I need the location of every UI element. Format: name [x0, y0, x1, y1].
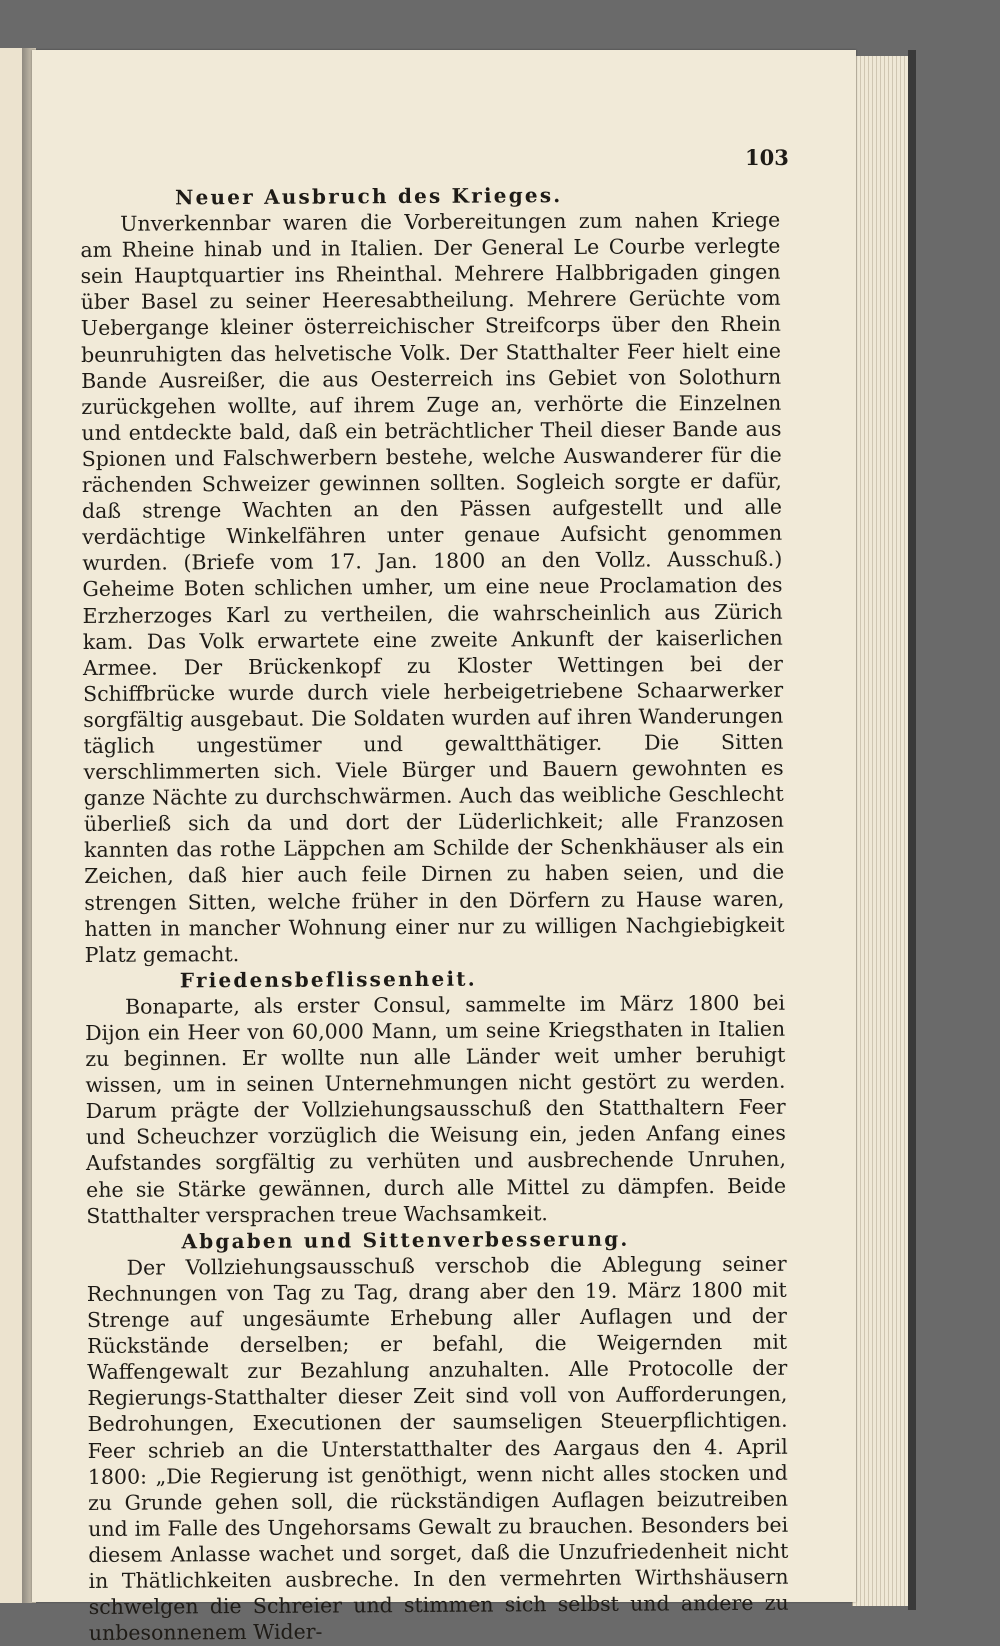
- section-body-peace: Bonaparte, als erster Consul, sammelte im März 1800 bei Dijon ein Heer von 60,000 Mann, um seine Kriegsthaten in Italien zu beginnen. Er wollte nun alle Länder weit umher beruhigt wissen, um in seinen Unternehmungen nicht gestört zu werden. Darum prägte der Vollziehungsausschuß den Statthaltern Feer und Scheuchzer vorzüglich die Weisung ein, jeden Anfang eines Aufstandes sorgfältig zu verhüten und ausbrechende Unruhen, ehe sie Stärke gewännen, durch alle Mittel zu dämpfen. Beide Statthalter versprachen treue Wachsamkeit.: [85, 990, 787, 1228]
- page-stack-edges: [852, 56, 911, 1606]
- section-heading-taxes: Abgaben und Sittenverbesserung.: [181, 1226, 630, 1254]
- page-number: 103: [745, 145, 789, 170]
- section-body-war-outbreak: Unverkennbar waren die Vorbereitungen zum nahen Kriege am Rheine hinab und in Italien. Der General Le Courbe verlegte sein Hauptquartier ins Rheinthal. Mehrere Halbbrigaden gingen über Basel zu seiner Heeresabtheilung. Mehrere Gerüchte vom Uebergange kleiner österreichischer Streifcorps über den Rhein beunruhigten das helvetische Volk. Der Statthalter Feer hielt eine Bande Ausreißer, die aus Oesterreich ins Gebiet von Solothurn zurückgehen wollte, auf ihrem Zuge an, verhörte die Einzelnen und entdeckte bald, daß ein beträchtlicher Theil dieser Bande aus Spionen und Falschwerbern bestehe, welche Auswanderer für die rächenden Schweizer gewinnen sollten. Sogleich sorgte er dafür, daß strenge Wachten an den Pässen aufgestellt und alle verdächtige Winkelfähren unter genaue Aufsicht genommen wurden. (Briefe vom 17. Jan. 1800 an den Vollz. Ausschuß.) Geheime Boten schlichen umher, um eine neue Proclamation des Erzherzoges Karl zu vertheilen, die wahrscheinlich aus Zürich kam. Das Volk erwartete eine zweite Ankunft der kaiserlichen Armee. Der Brückenkopf zu Kloster Wettingen bei der Schiffbrücke wurde durch viele herbeigetriebene Schaarwerker sorgfältig ausgebaut. Die Soldaten wurden auf ihren Wanderungen täglich ungestümer und gewaltthätiger. Die Sitten verschlimmerten sich. Viele Bürger und Bauern gewohnten es ganze Nächte zu durchschwärmen. Auch das weibliche Geschlecht überließ sich da und dort der Lüderlichkeit; alle Franzosen kannten das rothe Läppchen am Schilde der Schenkhäuser als ein Zeichen, daß hier auch feile Dirnen zu haben seien, und die strengen Sitten, welche früher in den Dörfern zu Hause waren, hatten in mancher Wohnung einer nur zu willigen Nachgiebigkeit Platz gemacht.: [80, 207, 785, 967]
- left-page-edge: [0, 48, 23, 1603]
- section-body-taxes: Der Vollziehungsausschuß verschob die Ablegung seiner Rechnungen von Tag zu Tag, drang aber den 19. März 1800 mit Strenge auf ungesäumte Erhebung aller Auflagen und der Rückstände derselben; er befahl, die Weigernden mit Waffengewalt zur Bezahlung anzuhalten. Alle Protocolle der Regierungs-Statthalter dieser Zeit sind voll von Aufforderungen, Bedrohungen, Executionen der saumseligen Steuerpflichtigen. Feer schrieb an die Unterstatthalter des Aargaus den 4. April 1800: „Die Regierung ist genöthigt, wenn nicht alles stocken und zu Grunde gehen soll, die rückständigen Auflagen beizutreiben und im Falle des Ungehorsams Gewalt zu brauchen. Besonders bei diesem Anlasse wachet und sorget, daß die Unzufriedenheit nicht in Thätlichkeiten ausbreche. In den vermehrten Wirthshäusern schwelgen die Schreier und stimmen sich selbst und andere zu unbesonnenem Wider-: [86, 1251, 789, 1646]
- section-heading-peace: Friedensbeflissenheit.: [179, 966, 477, 993]
- book-cover-edge: [908, 50, 916, 1610]
- section-heading-war-outbreak: Neuer Ausbruch des Krieges.: [175, 183, 563, 210]
- text-block: [80, 181, 789, 1646]
